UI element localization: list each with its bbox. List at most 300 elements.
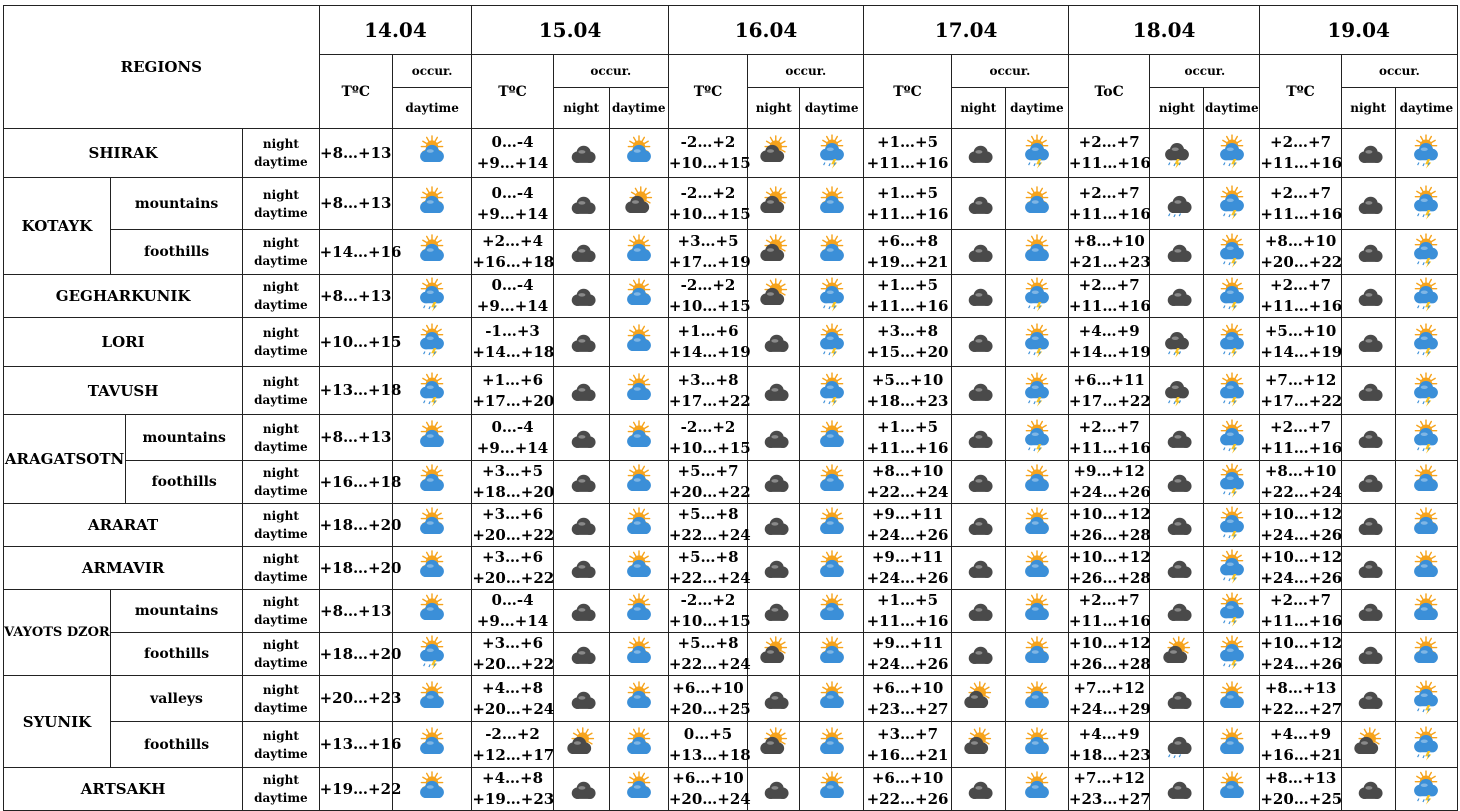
temperature-value: +20…+24 <box>668 790 751 808</box>
temperature-value: +9…+11 <box>871 548 944 566</box>
sun-cloud-icon <box>417 551 447 585</box>
daytime-header: daytime <box>609 88 668 129</box>
sun-cloud-icon <box>817 235 847 269</box>
weather-cell <box>800 547 864 590</box>
temperature-cell <box>864 722 952 768</box>
temperature-cell <box>319 318 402 367</box>
weather-cell <box>609 318 668 367</box>
moon-cloud-icon <box>963 637 993 671</box>
weather-cell <box>1395 178 1457 230</box>
temperature-cell <box>668 367 751 415</box>
weather-cell <box>1150 318 1204 367</box>
temperature-cell <box>319 768 402 811</box>
sun-cloud-storm-rain-icon <box>1217 421 1247 455</box>
weather-cell <box>800 230 864 275</box>
sun-cloud-icon <box>624 551 654 585</box>
weather-cell <box>800 275 864 318</box>
subregion-name: valleys <box>110 676 242 722</box>
sun-cloud-icon <box>1022 728 1052 762</box>
temperature-cell <box>1260 676 1341 722</box>
sun-cloud-icon <box>417 682 447 716</box>
moon-cloud-icon <box>963 235 993 269</box>
temperature-cell <box>864 415 952 461</box>
period-label <box>243 722 319 768</box>
weather-cell <box>553 722 609 768</box>
sun-cloud-storm-rain-icon <box>1217 551 1247 585</box>
sun-cloud-icon <box>817 508 847 542</box>
temperature-value: +5…+8 <box>677 634 739 652</box>
temperature-value: +8…+10 <box>1264 462 1337 480</box>
moon-cloud-icon <box>566 594 596 628</box>
sun-cloud-storm-rain-icon <box>1217 594 1247 628</box>
sun-cloud-icon <box>817 728 847 762</box>
temperature-value: +6…+10 <box>871 769 944 787</box>
moon-cloud-icon <box>759 551 789 585</box>
weather-cell <box>1395 367 1457 415</box>
weather-cell <box>1150 768 1204 811</box>
moon-cloud-icon <box>1353 637 1383 671</box>
temperature-value: +18…+23 <box>866 391 949 410</box>
sun-cloud-icon <box>1411 637 1441 671</box>
sun-cloud-icon <box>817 772 847 806</box>
weather-cell <box>951 367 1005 415</box>
period-label <box>243 230 319 275</box>
weather-cell <box>951 504 1005 547</box>
weather-cell <box>392 275 471 318</box>
temperature-cell <box>1068 547 1149 590</box>
weather-cell <box>609 415 668 461</box>
date-header: 14.04 <box>319 6 472 55</box>
weather-cell <box>392 722 471 768</box>
temperature-cell <box>472 504 553 547</box>
sun-cloud-icon <box>624 374 654 408</box>
weather-cell <box>800 461 864 504</box>
weather-cell <box>1204 275 1260 318</box>
weather-cell <box>748 633 800 676</box>
temperature-value: +10…+12 <box>1260 505 1343 523</box>
weather-cell <box>1341 275 1395 318</box>
temperature-value: +23…+27 <box>1068 790 1151 808</box>
temperature-value: +20…+25 <box>668 699 751 718</box>
sun-dark-cloud-icon <box>566 728 596 762</box>
weather-cell <box>609 275 668 318</box>
weather-cell <box>1005 590 1068 633</box>
sun-cloud-icon <box>817 594 847 628</box>
moon-cloud-icon <box>963 325 993 359</box>
sun-cloud-icon <box>1411 551 1441 585</box>
sun-cloud-storm-rain-icon <box>417 279 447 313</box>
weather-cell <box>800 178 864 230</box>
sun-cloud-icon <box>624 279 654 313</box>
sun-cloud-icon <box>817 421 847 455</box>
temperature-value: +5…+8 <box>677 505 739 523</box>
sun-cloud-storm-rain-icon <box>1411 728 1441 762</box>
weather-cell <box>609 129 668 178</box>
temperature-value: +16…+18 <box>319 472 402 491</box>
region-name: SHIRAK <box>4 129 243 178</box>
temperature-value: +11…+16 <box>1068 154 1151 172</box>
temperature-value: +3…+7 <box>877 724 939 743</box>
period-label-text: night <box>262 280 299 294</box>
weather-cell <box>553 504 609 547</box>
period-label-text: daytime <box>254 700 308 715</box>
moon-cloud-icon <box>566 136 596 170</box>
temperature-value: +8…+10 <box>1264 232 1337 250</box>
temperature-cell <box>319 367 402 415</box>
temperature-value: +11…+16 <box>1260 297 1343 315</box>
moon-cloud-icon <box>1353 508 1383 542</box>
temperature-value: +1…+5 <box>877 591 939 609</box>
weather-cell <box>1150 178 1204 230</box>
period-label-text: night <box>262 326 299 340</box>
sun-cloud-icon <box>624 508 654 542</box>
moon-cloud-icon <box>1162 682 1192 716</box>
temperature-cell <box>472 547 553 590</box>
temperature-value: +12…+17 <box>472 745 555 764</box>
temperature-value: +22…+24 <box>668 655 751 673</box>
moon-cloud-icon <box>759 421 789 455</box>
sun-cloud-storm-rain-icon <box>1217 136 1247 170</box>
weather-cell <box>1204 230 1260 275</box>
sun-cloud-icon <box>417 187 447 221</box>
temperature-value: 0…-4 <box>491 417 534 436</box>
weather-cell <box>748 415 800 461</box>
weather-cell <box>1204 547 1260 590</box>
daytime-header: daytime <box>800 88 864 129</box>
sun-cloud-icon <box>1217 682 1247 716</box>
weather-cell <box>392 415 471 461</box>
temperature-cell <box>1260 722 1341 768</box>
sun-cloud-storm-rain-icon <box>817 279 847 313</box>
temperature-cell <box>668 633 751 676</box>
period-label-text: night <box>262 638 299 652</box>
moon-cloud-icon <box>1353 279 1383 313</box>
occur-header: occur. <box>553 55 668 88</box>
daytime-header: daytime <box>1005 88 1068 129</box>
region-name: ARMAVIR <box>4 547 243 590</box>
temperature-cell <box>1068 722 1149 768</box>
moon-cloud-icon <box>566 465 596 499</box>
temp-header: TºC <box>319 55 392 129</box>
temp-header: TºC <box>472 55 553 129</box>
temperature-cell <box>1260 461 1341 504</box>
temperature-value: +17…+20 <box>472 391 555 410</box>
temperature-cell <box>319 590 392 633</box>
weather-cell <box>800 504 864 547</box>
weather-cell <box>1204 768 1260 811</box>
sun-cloud-storm-rain-icon <box>1411 421 1441 455</box>
weather-cell <box>609 547 668 590</box>
weather-cell <box>1341 722 1395 768</box>
weather-cell <box>553 633 609 676</box>
temperature-cell <box>668 590 751 633</box>
temperature-value: +11…+16 <box>1260 438 1343 457</box>
temperature-value: +2…+7 <box>1270 591 1332 609</box>
temperature-value: +24…+26 <box>1260 655 1343 673</box>
temperature-value: +13…+18 <box>319 381 402 399</box>
temperature-value: +17…+22 <box>1068 391 1151 410</box>
temperature-value: +2…+7 <box>1270 276 1332 294</box>
sun-cloud-icon <box>624 772 654 806</box>
moon-cloud-icon <box>1353 374 1383 408</box>
temperature-cell <box>668 547 751 590</box>
temperature-value: +26…+28 <box>1068 655 1151 673</box>
sun-cloud-storm-rain-icon <box>1217 637 1247 671</box>
temperature-cell <box>472 178 553 230</box>
temperature-cell <box>668 461 751 504</box>
temperature-value: +9…+14 <box>476 297 549 315</box>
temperature-value: +14…+19 <box>1260 343 1343 361</box>
region-name: ARARAT <box>4 504 243 547</box>
weather-cell <box>392 590 471 633</box>
weather-cell <box>748 504 800 547</box>
temperature-cell <box>668 230 751 275</box>
weather-cell <box>1395 318 1457 367</box>
period-label-text: daytime <box>254 205 308 220</box>
temperature-value: +6…+11 <box>1073 370 1145 389</box>
temperature-value: +8…+13 <box>1264 769 1337 787</box>
temperature-cell <box>1068 504 1149 547</box>
temperature-value: +18…+20 <box>319 558 402 577</box>
temperature-cell <box>1260 633 1341 676</box>
temperature-value: +3…+6 <box>482 634 544 652</box>
temperature-value: +9…+14 <box>476 438 549 457</box>
sun-cloud-storm-rain-icon <box>1217 279 1247 313</box>
temperature-cell <box>864 178 952 230</box>
sun-dark-cloud-icon <box>759 728 789 762</box>
temperature-value: +10…+15 <box>668 154 751 172</box>
weather-cell <box>1005 504 1068 547</box>
temperature-value: +9…+11 <box>871 634 944 652</box>
temperature-value: +8…+10 <box>1073 232 1145 250</box>
temperature-cell <box>668 275 751 318</box>
temperature-cell <box>1068 633 1149 676</box>
moon-cloud-icon <box>1353 325 1383 359</box>
temperature-cell <box>319 504 402 547</box>
temperature-value: +2…+7 <box>1078 591 1140 609</box>
temperature-cell <box>319 633 402 676</box>
period-label-text: daytime <box>254 254 308 268</box>
temperature-value: +24…+26 <box>1260 526 1343 544</box>
sun-cloud-storm-rain-icon <box>1217 508 1247 542</box>
table-row <box>4 415 1458 461</box>
sun-dark-cloud-icon <box>759 637 789 671</box>
temperature-value: +18…+20 <box>319 644 402 663</box>
temp-header: TºC <box>1260 55 1341 129</box>
weather-cell <box>1005 275 1068 318</box>
sun-dark-cloud-icon <box>759 136 789 170</box>
sun-cloud-icon <box>624 235 654 269</box>
sun-cloud-storm-rain-icon <box>1411 772 1441 806</box>
temperature-cell <box>472 768 553 811</box>
weather-cell <box>748 230 800 275</box>
temperature-cell <box>319 129 392 178</box>
weather-cell <box>609 504 668 547</box>
weather-cell <box>1341 768 1395 811</box>
moon-cloud-icon <box>759 508 789 542</box>
night-header: night <box>951 88 1005 129</box>
temperature-value: +1…+5 <box>877 276 939 294</box>
temperature-value: +20…+22 <box>668 483 751 501</box>
temperature-value: -2…+2 <box>680 417 736 436</box>
weather-cell <box>553 415 609 461</box>
weather-cell <box>1005 415 1068 461</box>
moon-cloud-icon <box>1162 465 1192 499</box>
temperature-cell <box>472 590 553 633</box>
temperature-value: +5…+7 <box>677 462 739 480</box>
temperature-value: +11…+16 <box>1260 154 1343 172</box>
table-row <box>4 547 1458 590</box>
temperature-cell <box>668 318 751 367</box>
weather-cell <box>748 275 800 318</box>
sun-cloud-icon <box>1022 637 1052 671</box>
temperature-value: +22…+24 <box>1260 483 1343 501</box>
table-row <box>4 461 1458 504</box>
moon-cloud-icon <box>963 465 993 499</box>
temperature-value: +11…+16 <box>1068 204 1151 223</box>
temperature-cell <box>864 230 952 275</box>
temperature-cell <box>472 275 553 318</box>
temperature-value: +5…+8 <box>677 548 739 566</box>
period-label-text: daytime <box>254 484 308 498</box>
sun-cloud-icon <box>1022 465 1052 499</box>
weather-cell <box>951 230 1005 275</box>
weather-cell <box>609 676 668 722</box>
weather-cell <box>553 461 609 504</box>
moon-cloud-icon <box>566 508 596 542</box>
temperature-value: +21…+23 <box>1068 253 1151 271</box>
weather-cell <box>1150 504 1204 547</box>
sun-cloud-storm-rain-icon <box>417 325 447 359</box>
period-label-text: daytime <box>254 613 308 627</box>
weather-cell <box>1150 633 1204 676</box>
weather-cell <box>951 275 1005 318</box>
temperature-value: 0…-4 <box>491 183 534 202</box>
moon-cloud-icon <box>566 421 596 455</box>
moon-cloud-icon <box>1353 551 1383 585</box>
temperature-value: -2…+2 <box>680 133 736 151</box>
table-row <box>4 676 1458 722</box>
temperature-cell <box>319 178 392 230</box>
table-row <box>4 768 1458 811</box>
temperature-value: +2…+7 <box>1078 133 1140 151</box>
temperature-cell <box>864 461 952 504</box>
temperature-value: +10…+15 <box>668 612 751 630</box>
temperature-value: 0…-4 <box>491 133 534 151</box>
period-label-text: night <box>262 682 299 697</box>
moon-cloud-icon <box>566 374 596 408</box>
weather-cell <box>609 633 668 676</box>
weather-cell <box>951 129 1005 178</box>
temperature-value: +14…+19 <box>668 343 751 361</box>
weather-cell <box>748 547 800 590</box>
temperature-value: +6…+10 <box>871 678 944 697</box>
moon-cloud-icon <box>1353 235 1383 269</box>
sun-cloud-icon <box>817 682 847 716</box>
occur-header: occur. <box>748 55 864 88</box>
sun-cloud-icon <box>417 728 447 762</box>
temperature-value: +5…+10 <box>1264 322 1337 340</box>
weather-cell <box>1395 547 1457 590</box>
moon-cloud-icon <box>963 421 993 455</box>
temperature-value: +10…+15 <box>668 204 751 223</box>
temperature-cell <box>1068 230 1149 275</box>
weather-cell <box>800 318 864 367</box>
temperature-cell <box>319 275 392 318</box>
weather-cell <box>1005 768 1068 811</box>
period-label-text: night <box>262 728 299 743</box>
temperature-cell <box>864 676 952 722</box>
sun-cloud-storm-rain-icon <box>1411 235 1441 269</box>
moon-cloud-icon <box>963 279 993 313</box>
temperature-value: +11…+16 <box>1068 297 1151 315</box>
moon-cloud-icon <box>1162 508 1192 542</box>
temperature-value: +24…+29 <box>1068 699 1151 718</box>
weather-cell <box>392 318 471 367</box>
temperature-value: +19…+22 <box>319 779 402 798</box>
weather-cell <box>1150 461 1204 504</box>
daytime-header: daytime <box>1204 88 1260 129</box>
temperature-value: +9…+14 <box>476 204 549 223</box>
region-name: TAVUSH <box>4 367 243 415</box>
moon-cloud-icon <box>963 374 993 408</box>
temperature-value: +17…+19 <box>668 253 751 271</box>
weather-cell <box>800 415 864 461</box>
occur-header: occur. <box>392 55 471 88</box>
temperature-cell <box>1068 178 1149 230</box>
temperature-value: 0…-4 <box>491 591 534 609</box>
table-row <box>4 633 1458 676</box>
temperature-value: +8…+13 <box>1264 678 1337 697</box>
temperature-value: +10…+15 <box>668 438 751 457</box>
weather-cell <box>1341 415 1395 461</box>
temperature-value: -2…+2 <box>485 724 540 743</box>
temperature-cell <box>1260 129 1341 178</box>
weather-cell <box>748 676 800 722</box>
moon-cloud-icon <box>566 682 596 716</box>
temperature-value: +22…+27 <box>1260 699 1343 718</box>
weather-cell <box>748 178 800 230</box>
moon-cloud-icon <box>566 551 596 585</box>
moon-cloud-icon <box>1162 421 1192 455</box>
weather-cell <box>1005 367 1068 415</box>
weather-cell <box>392 178 471 230</box>
temperature-cell <box>864 590 952 633</box>
weather-cell <box>1341 504 1395 547</box>
moon-cloud-icon <box>759 465 789 499</box>
sun-cloud-icon <box>817 551 847 585</box>
temperature-value: +19…+21 <box>866 253 949 271</box>
temperature-cell <box>1260 367 1341 415</box>
temperature-cell <box>319 415 392 461</box>
weather-cell <box>1395 275 1457 318</box>
period-label <box>243 547 319 590</box>
weather-cell <box>1150 367 1204 415</box>
temperature-cell <box>864 633 952 676</box>
temperature-value: +19…+23 <box>472 790 555 808</box>
temperature-value: +22…+24 <box>668 569 751 587</box>
sun-cloud-icon <box>817 187 847 221</box>
table-row <box>4 504 1458 547</box>
weather-cell <box>392 547 471 590</box>
moon-cloud-icon <box>566 637 596 671</box>
temperature-value: +10…+12 <box>1260 634 1343 652</box>
table-row <box>4 230 1458 275</box>
weather-cell <box>1204 676 1260 722</box>
temperature-value: +17…+22 <box>668 391 751 410</box>
sun-cloud-icon <box>417 772 447 806</box>
weather-cell <box>553 230 609 275</box>
